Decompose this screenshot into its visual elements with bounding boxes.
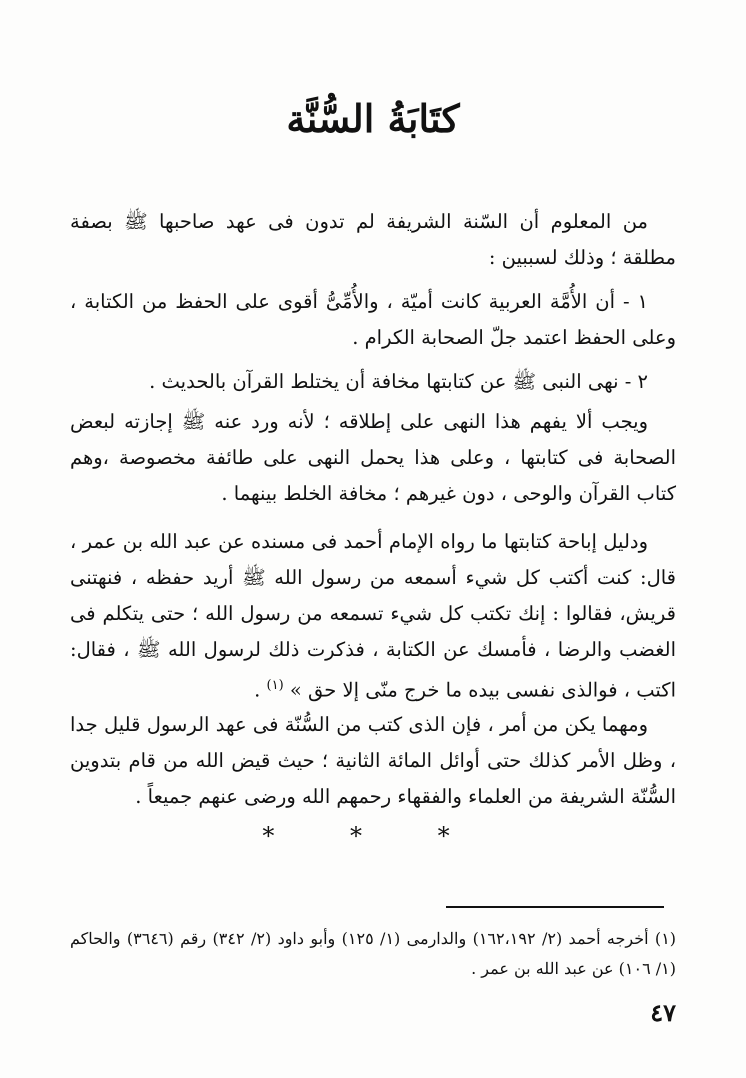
page-number: ٤٧	[650, 998, 676, 1027]
paragraph-intro: من المعلوم أن السّنة الشريفة لم تدون فى عهد صاحبها ﷺ بصفة مطلقة ؛ وذلك لسببين :	[70, 210, 676, 269]
paragraph-evidence: ودليل إباحة كتابتها ما رواه الإمام أحمد فى مسنده عن عبد الله بن عمر ، قال: كنت أكتب كل شيء أسمعه من رسول الله ﷺ أريد حفظه ، فنهتنى قريش، فقالوا : إنك تكتب كل شيء تسمعه من رسول الله ؛ حتى يتكلم فى الغضب والرضا ، فأمسك عن الكتابة ، فذكرت ذلك لرسول الله ﷺ ، فقال: اكتب ، فوالذى نفسى بيده ما خرج منّى إلا حق » $^{(١)}$ .	[70, 530, 676, 702]
paragraph-reason-2: ٢ - نهى النبى ﷺ عن كتابتها مخافة أن يختلط القرآن بالحديث .	[149, 370, 648, 393]
footnote-divider	[446, 906, 664, 908]
section-separator: * * *	[262, 822, 484, 850]
footnote-marker: (١)	[266, 678, 284, 693]
paragraph-conclusion: ومهما يكن من أمر ، فإن الذى كتب من السُّنّة فى عهد الرسول قليل جدا ، وظل الأمر كذلك حتى أوائل المائة الثانية ؛ حيث قيض الله من قام بتدوين السُّنّة الشريفة من العلماء والفقهاء رحمهم الله ورضى عنهم جميعاً .	[70, 713, 676, 808]
footnote-text: (١) أخرجه أحمد (٢/ ١٦٢،١٩٢) والدارمى (١/ ١٢٥) وأبو داود (٢/ ٣٤٢) رقم (٣٦٤٦) والحاكم (١/ ١٠٦) عن عبد الله بن عمر .	[70, 929, 677, 978]
page-title: كتَابَةُ السُّنَّة	[286, 96, 460, 141]
paragraph-prohibition: ويجب ألا يفهم هذا النهى على إطلاقه ؛ لأنه ورد عنه ﷺ إجازته لبعض الصحابة فى كتابتها ، وعلى هذا يحمل النهى على طائفة مخصوصة ،وهم كتاب القرآن والوحى ، دون غيرهم ؛ مخافة الخلط بينهما .	[70, 410, 676, 505]
paragraph-evidence-text: ودليل إباحة كتابتها ما رواه الإمام أحمد فى مسنده عن عبد الله بن عمر ، قال: كنت أكتب كل شيء أسمعه من رسول الله ﷺ أريد حفظه ، فنهتنى قريش، فقالوا : إنك تكتب كل شيء تسمعه من رسول الله ؛ حتى يتكلم فى الغضب والرضا ، فأمسك عن الكتابة ، فذكرت ذلك لرسول الله ﷺ ، فقال: اكتب ، فوالذى نفسى بيده ما خرج منّى إلا حق »	[70, 530, 676, 702]
paragraph-reason-1: ١ - أن الأُمَّة العربية كانت أميّة ، والأُمِّىُّ أقوى على الحفظ من الكتابة ، وعلى الحفظ اعتمد جلّ الصحابة الكرام .	[70, 290, 676, 349]
